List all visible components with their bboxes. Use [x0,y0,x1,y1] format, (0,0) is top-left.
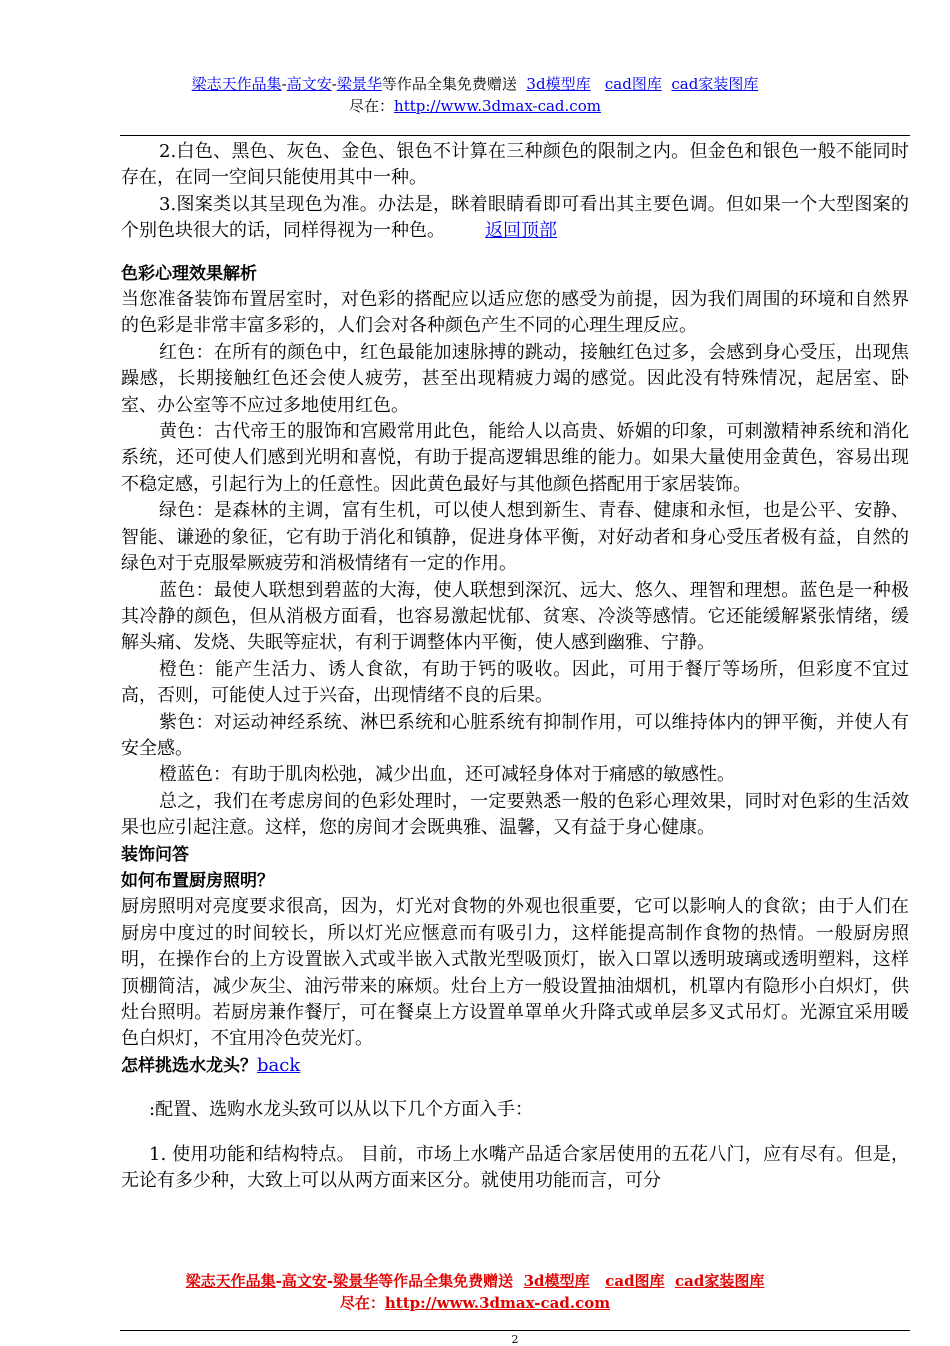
footer-link-liang-zhitian[interactable]: 梁志天作品集 [185,1272,276,1290]
header-link-liang-jinghua[interactable]: 梁景华 [336,75,382,93]
paragraph-purple: 紫色：对运动神经系统、淋巴系统和心脏系统有抑制作用，可以维持体内的钾平衡，并使人有安全感。 [121,711,909,759]
paragraph-yellow: 黄色：古代帝王的服饰和宫殿常用此色，能给人以高贵、娇媚的印象，可刺激精神系统和消化系统，还可使人们感到光明和喜悦，有助于提高逻辑思维的能力。如果大量使用金黄色，容易出现不稳定感，引起行为上的任意性。因此黄色最好与其他颜色搭配用于家居装饰。 [121,421,909,495]
header-link-liang-zhitian[interactable]: 梁志天作品集 [191,75,282,93]
paragraph-green: 绿色：是森林的主调，富有生机，可以使人想到新生、青春、健康和永恒，也是公平、安静、智能、谦逊的象征，它有助于消化和镇静，促进身体平衡，对好动者和身心受压者极有益，自然的绿色对于克服晕厥疲劳和消极情绪有一定的作用。 [121,500,909,575]
header-line-2: 尽在：http://www.3dmax-cad.com [349,97,601,115]
paragraph: 2.白色、黑色、灰色、金色、银色不计算在三种颜色的限制之内。但金色和银色一般不能同时存在，在同一空间只能使用其中一种。 [121,141,909,189]
paragraph-orange-blue: 橙蓝色：有助于肌肉松弛，减少出血，还可减轻身体对于痛感的敏感性。 [159,764,735,786]
header-link-cad[interactable]: cad图库 [604,75,662,93]
document-body [121,139,909,1194]
page-number: 2 [511,1333,519,1346]
header-url-link[interactable]: http://www.3dmax-cad.com [394,97,601,115]
header-divider [120,135,910,136]
footer-url-link[interactable]: http://www.3dmax-cad.com [384,1294,611,1312]
footer-line-2: 尽在：http://www.3dmax-cad.com [339,1294,611,1312]
paragraph-kitchen-lighting: 厨房照明对亮度要求很高，因为，灯光对食物的外观也很重要，它可以影响人的食欲；由于人们在厨房中度过的时间较长，所以灯光应惬意而有吸引力，这样能提高制作食物的热情。一般厨房照明，在操作台的上方设置嵌入式或半嵌入式散光型吸顶灯，嵌入口罩以透明玻璃或透明塑料，这样顶棚简洁，减少灰尘、油污带来的麻烦。灶台上方一般设置抽油烟机，机罩内有隐形小白炽灯，供灶台照明。若厨房兼作餐厅，可在餐桌上方设置单罩单火升降式或单层多叉式吊灯。光源宜采用暖色白炽灯，不宜用冷色荧光灯。 [121,896,909,1050]
back-to-top-link[interactable]: 返回顶部 [485,220,558,242]
section-heading: 装饰问答 [121,844,189,865]
paragraph: :配置、选购水龙头致可以从以下几个方面入手： [149,1099,534,1121]
footer-divider [120,1330,910,1331]
header-line-1: 梁志天作品集-高文安-梁景华等作品全集免费赠送 3d模型库 cad图库 cad家装图库 [191,75,759,93]
section-heading: 色彩心理效果解析 [121,263,257,284]
footer-link-cad-home[interactable]: cad家装图库 [675,1272,765,1290]
paragraph: 1. 使用功能和结构特点。 目前，市场上水嘴产品适合家居使用的五花八门，应有尽有。但是，无论有多少种，大致上可以从两方面来区分。就使用功能而言，可分 [121,1143,909,1192]
header-text: 等作品全集免费赠送 [381,75,517,93]
page-footer [0,1270,950,1314]
footer-link-3d-models[interactable]: 3d模型库 [523,1272,590,1290]
paragraph-orange: 橙色：能产生活力、诱人食欲，有助于钙的吸收。因此，可用于餐厅等场所，但彩度不宜过高，否则，可能使人过于兴奋，出现情绪不良的后果。 [121,658,909,707]
header-link-3d-models[interactable]: 3d模型库 [526,75,591,93]
question-heading: 如何布置厨房照明？ [121,870,274,891]
question-heading-faucet: 怎样挑选水龙头？back [121,1054,301,1076]
footer-link-gao-wenan[interactable]: 高文安 [281,1272,327,1290]
footer-link-cad[interactable]: cad图库 [605,1272,665,1290]
paragraph: 3.图案类以其呈现色为准。办法是，眯着眼睛看即可看出其主要色调。但如果一个大型图案的个别色块很大的话，同样得视为一种色。 返回顶部 [121,193,909,242]
paragraph: 当您准备装饰布置居室时，对色彩的搭配应以适应您的感受为前提，因为我们周围的环境和自然界的色彩是非常丰富多彩的，人们会对各种颜色产生不同的心理生理反应。 [121,289,909,337]
footer-line-1: 梁志天作品集-高文安-梁景华等作品全集免费赠送 3d模型库 cad图库 cad家装图库 [185,1272,765,1290]
paragraph-summary: 总之，我们在考虑房间的色彩处理时，一定要熟悉一般的色彩心理效果，同时对色彩的生活效果也应引起注意。这样，您的房间才会既典雅、温馨，又有益于身心健康。 [121,790,909,839]
paragraph-blue: 蓝色：最使人联想到碧蓝的大海，使人联想到深沉、远大、悠久、理智和理想。蓝色是一种极其冷静的颜色，但从消极方面看，也容易激起忧郁、贫寒、冷淡等感情。它还能缓解紧张情绪，缓解头痛、发烧、失眠等症状，有利于调整体内平衡，使人感到幽雅、宁静。 [121,579,909,654]
footer-link-liang-jinghua[interactable]: 梁景华 [333,1272,379,1290]
paragraph-red: 红色：在所有的颜色中，红色最能加速脉搏的跳动，接触红色过多，会感到身心受压，出现焦躁感，长期接触红色还会使人疲劳，甚至出现精疲力竭的感觉。因此没有特殊情况，起居室、卧室、办公室等不应过多地使用红色。 [121,341,909,416]
header-link-cad-home[interactable]: cad家装图库 [671,75,759,93]
header-link-gao-wenan[interactable]: 高文安 [286,75,332,93]
page-header [0,73,950,117]
back-link[interactable]: back [257,1054,301,1076]
